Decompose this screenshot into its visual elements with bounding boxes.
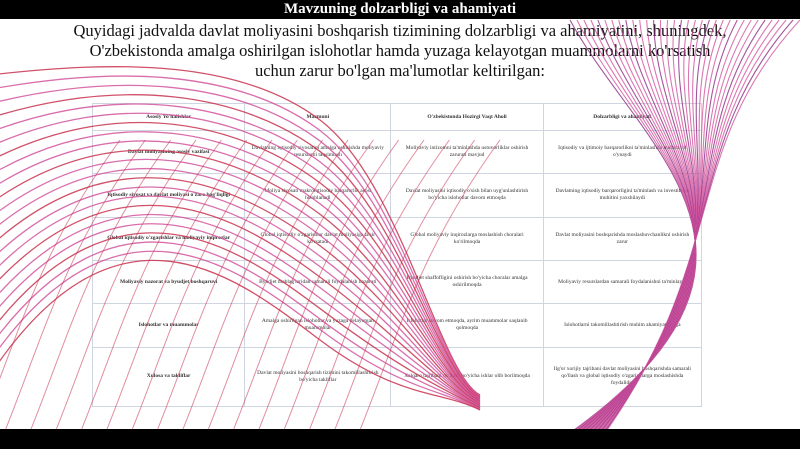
table-cell: Moliyaviy resurslardan samarali foydalanishni ta'minlaydi <box>543 260 701 303</box>
table-cell: Davlat moliyasining asosiy vazifasi <box>93 131 245 174</box>
table-cell: Xalqaro tajribani qo'llash bo'yicha ishlar olib borilmoqda <box>391 347 543 406</box>
table-header-row <box>93 104 702 131</box>
table-cell: Davlat moliyasini iqtisodiy o'sish bilan uyg'unlashtirish bo'yicha islohotlar davom etmoqda <box>391 174 543 217</box>
table-cell: Iqtisodiy siyosat va davlat moliyasi o'zaro bog'liqligi <box>93 174 245 217</box>
info-table <box>92 103 702 407</box>
intro-paragraph: Quyidagi jadvalda davlat moliyasini boshqarish tizimining dolzarbligi va ahamiyatini, shuningdek, O'zbekistonda amalga oshirilgan islohotlar hamda yuzaga kelayotgan muammolarni ko'rsatish uchun zarur bo'lgan ma'lumotlar keltirilgan: <box>73 21 727 80</box>
table-cell: Davlat moliyasini boshqarishda moslashuvchanlikni oshirish zarur <box>543 217 701 260</box>
table-cell: Islohotlar va muammolar <box>93 304 245 347</box>
table-cell: Davlatning iqtisodiy siyosatini amalga oshirishda moliyaviy resurslarni taqsimlash <box>245 131 391 174</box>
table-cell: Global moliyaviy inqirozlarga moslashish choralari ko'rilmoqda <box>391 217 543 260</box>
table-cell: Xulosa va takliflar <box>93 347 245 406</box>
table-cell: Davlatning iqtisodiy barqarorligini ta'minlash va investitsiya muhitini yaxshilaydi <box>543 174 701 217</box>
table-cell: Iqtisodiy va ijtimoiy barqarorlikni ta'minlashda muhim rol o'ynaydi <box>543 131 701 174</box>
table-cell: Byudjet shaffofligini oshirish bo'yicha choralar amalga oshirilmoqda <box>391 260 543 303</box>
table-row <box>93 217 702 260</box>
table-cell: Islohotlarni takomillashtirish muhim ahamiyatga ega <box>543 304 701 347</box>
table-cell: Islohotlar davom etmoqda, ayrim muammolar saqlanib qolmoqda <box>391 304 543 347</box>
table-header-cell: Mazmuni <box>245 104 391 131</box>
table-row <box>93 131 702 174</box>
table-header-cell: O'zbekistonda Hozirgi Vaqt Aholi <box>391 104 543 131</box>
table-header-cell: Dolzarbligi va ahamiyati <box>543 104 701 131</box>
table-cell: Global iqtisodiy o'zgarishlar davlat moliyasiga ta'sir ko'rsatadi <box>245 217 391 260</box>
table-row <box>93 347 702 406</box>
table-row <box>93 174 702 217</box>
page-title: Mavzuning dolzarbligi va ahamiyati <box>283 1 517 17</box>
table-row <box>93 304 702 347</box>
title-bar <box>0 0 800 19</box>
table-cell: Davlat moliyasini boshqarish tizimini takomillashtirish bo'yicha takliflar <box>245 347 391 406</box>
table-cell: Amalga oshirilgan islohotlar va yuzaga kelayotgan muammolar <box>245 304 391 347</box>
table-header-cell: Asosiy Yo'nalishlar <box>93 104 245 131</box>
table-cell: Global iqtisodiy o'zgarishlar va moliyaviy inqirozlar <box>93 217 245 260</box>
table-cell: Ilg'or xorijiy tajribani davlat moliyasini boshqarishda samarali qo'llash va global iqtisodiy o'zgarishlarga moslashishda foydalidir. <box>543 347 701 406</box>
table-cell: Moliyaviy intizomni ta'minlashda ustuvorliklar oshirish zarurati mavjud <box>391 131 543 174</box>
table-cell: Moliyaviy nazorat va byudjet boshqaruvi <box>93 260 245 303</box>
table-row <box>93 260 702 303</box>
table-cell: Moliya siyosati makroiqtisodiy barqarorlik asosi hisoblanadi <box>245 174 391 217</box>
table-cell: Byudjet mablag'laridan samarali foydalanish nazorati <box>245 260 391 303</box>
bottom-bar <box>0 429 800 449</box>
info-table-container <box>92 103 702 407</box>
